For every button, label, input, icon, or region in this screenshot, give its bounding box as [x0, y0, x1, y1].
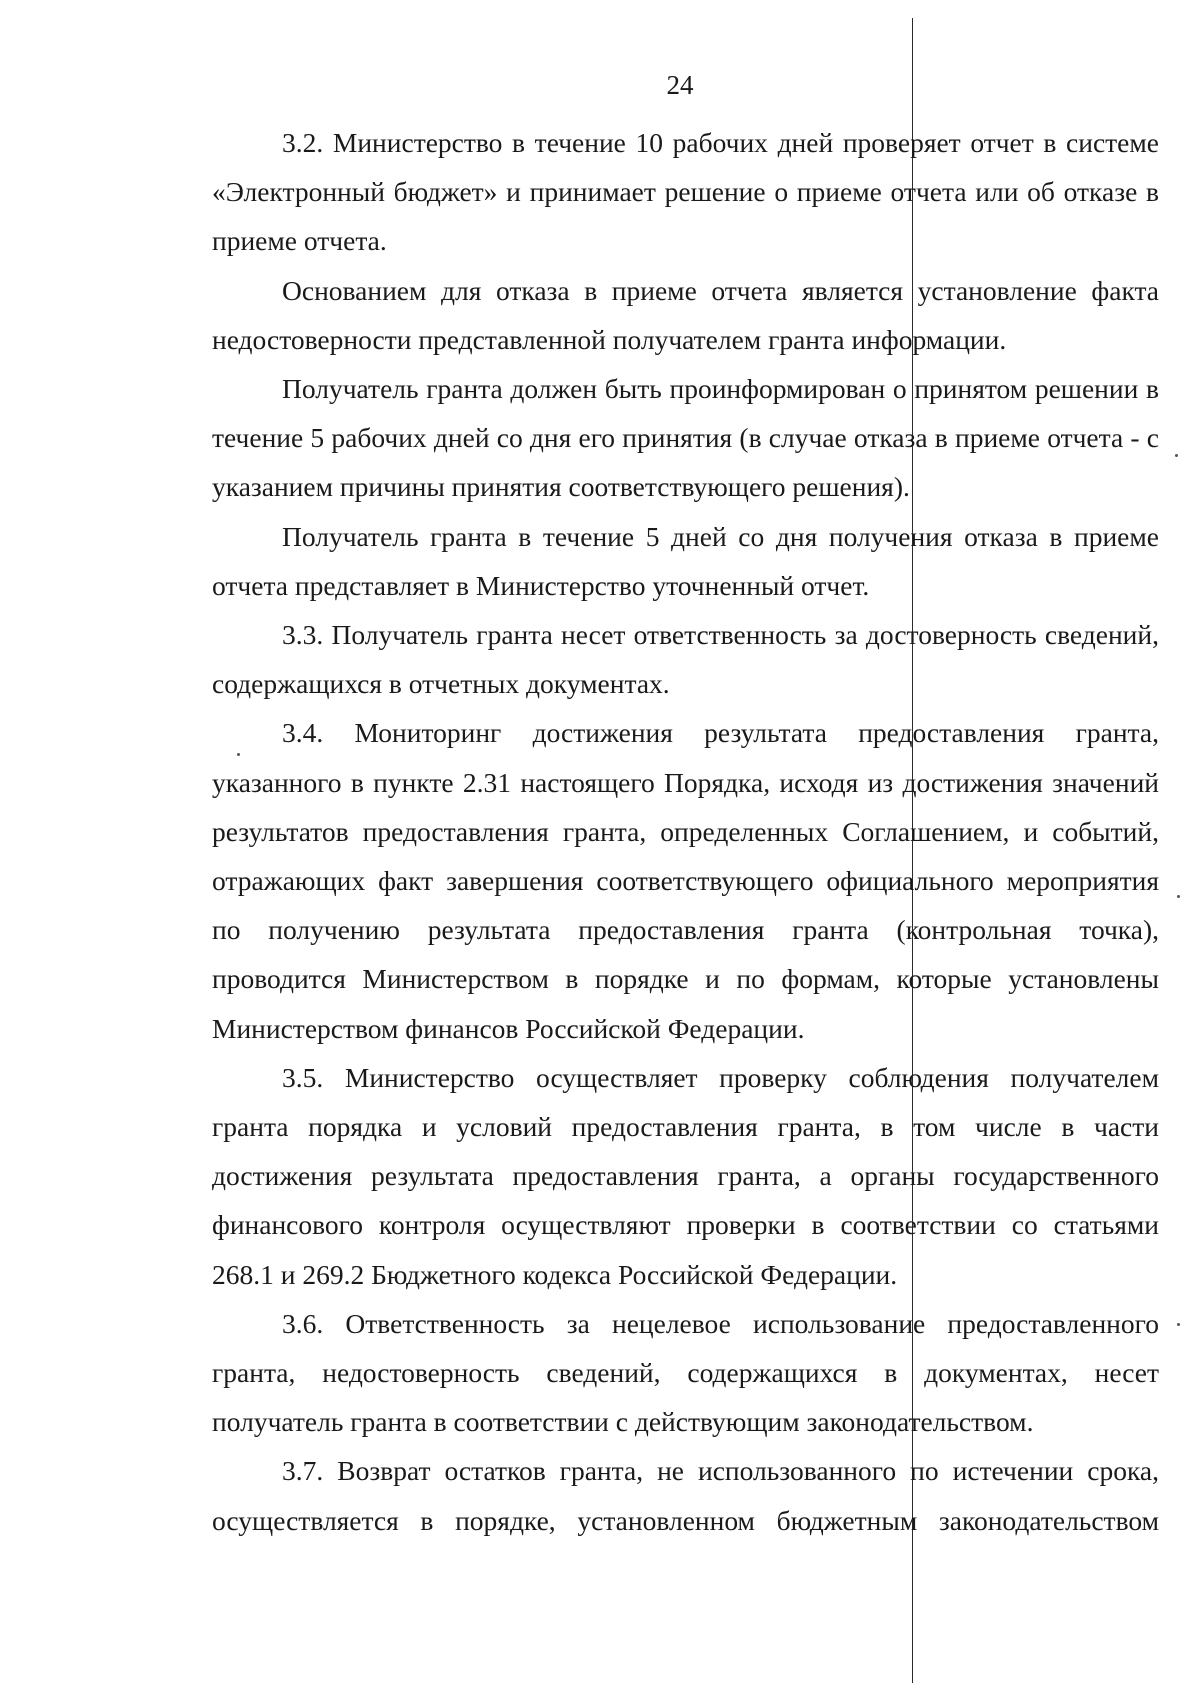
document-body: [212, 118, 1159, 1545]
scan-speck: [1175, 454, 1178, 457]
paragraph-3-2: 3.2. Министерство в течение 10 рабочих дней проверяет отчет в системе «Электронный бюджет» и принимает решение о приеме отчета или об отказе в приеме отчета.: [212, 127, 1159, 257]
paragraph-3-4: 3.4. Мониторинг достижения результата предоставления гранта, указанного в пункте 2.31 настоящего Порядка, исходя из достижения значений результатов предоставления гранта, определенных Соглашением, и событий, отражающих факт завершения соответствующего официального мероприятия по получению результата предоставления гранта (контрольная точка), проводится Министерством в порядке и по формам, которые установлены Министерством финансов Российской Федерации.: [212, 717, 1159, 1044]
paragraph-3-6: 3.6. Ответственность за нецелевое использование предоставленного гранта, недостоверность сведений, содержащихся в документах, несет получатель гранта в соответствии с действующим законодательством.: [212, 1307, 1159, 1438]
scan-speck: [1177, 1323, 1180, 1326]
paragraph-refusal-grounds: Основанием для отказа в приеме отчета является установление факта недостоверности представленной получателем гранта информации.: [212, 274, 1159, 355]
page-number: 24: [666, 70, 694, 100]
scan-speck: [1177, 895, 1180, 898]
paragraph-revised-report: Получатель гранта в течение 5 дней со дня получения отказа в приеме отчета представляет в Министерство уточненный отчет.: [212, 520, 1159, 601]
paragraph-3-3: 3.3. Получатель гранта несет ответственность за достоверность сведений, содержащихся в отчетных документах.: [212, 619, 1159, 700]
paragraph-3-7: 3.7. Возврат остатков гранта, не использованного по истечении срока, осуществляется в порядке, установленном бюджетным законодательством: [212, 1455, 1159, 1536]
paragraph-3-5: 3.5. Министерство осуществляет проверку соблюдения получателем гранта порядка и условий предоставления гранта, в том числе в части достижения результата предоставления гранта, а органы государственного финансового контроля осуществляют проверки в соответствии со статьями 268.1 и 269.2 Бюджетного кодекса Российской Федерации.: [212, 1061, 1159, 1290]
paragraph-notification: Получатель гранта должен быть проинформирован о принятом решении в течение 5 рабочих дней со дня его принятия (в случае отказа в приеме отчета - с указанием причины принятия соответствующего решения).: [212, 373, 1159, 503]
